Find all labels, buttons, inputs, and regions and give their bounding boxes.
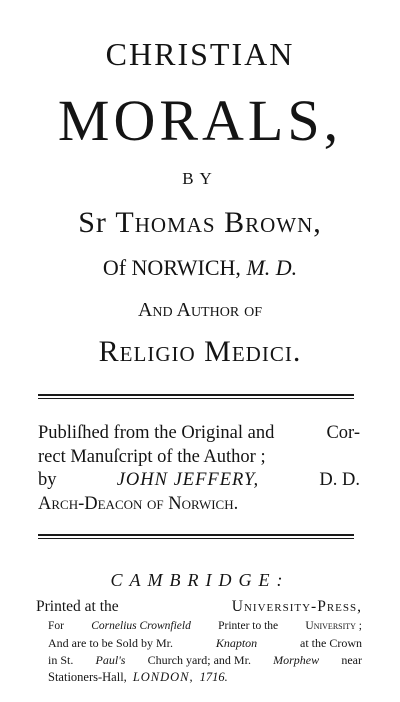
other-work-line: Religio Medici. bbox=[98, 335, 302, 368]
imprint-line-5: Stationers-Hall, LONDON, 1716. bbox=[48, 670, 228, 684]
note-line-2: rect Manuſcript of the Author ; bbox=[38, 446, 266, 467]
imprint-line-4: in St. Paul's Church yard; and Mr. Morphew near bbox=[48, 653, 362, 667]
editor-name: JOHN JEFFERY, bbox=[116, 470, 260, 490]
note-line-1: Publiſhed from the Original and Cor- bbox=[38, 423, 360, 443]
imprint-line-2: For Cornelius Crownfield Printer to the University ; bbox=[48, 619, 362, 632]
title-line-2: MORALS, bbox=[57, 88, 343, 153]
publication-note bbox=[38, 424, 360, 513]
note-line-3: by JOHN JEFFERY, D. D. bbox=[38, 470, 360, 490]
degree-text: M. D. bbox=[246, 255, 298, 280]
imprint-line-3: And are to be Sold by Mr. Knapton at the Crown bbox=[48, 636, 362, 650]
imprint-city: CAMBRIDGE: bbox=[110, 570, 290, 590]
imprint-block bbox=[36, 599, 362, 684]
place-text: Of NORWICH, bbox=[102, 255, 241, 280]
also-line: And Author of bbox=[137, 299, 263, 321]
divider-top bbox=[38, 394, 354, 399]
author-name: Thomas Brown, bbox=[115, 206, 322, 239]
divider-bottom bbox=[38, 534, 354, 539]
imprint-line-1: Printed at the University-Press, bbox=[36, 598, 362, 615]
author-line bbox=[0, 208, 400, 238]
title-line-1: CHRISTIAN bbox=[105, 36, 295, 72]
place-line bbox=[0, 257, 400, 279]
note-line-4: Arch-Deacon of Norwich. bbox=[38, 493, 239, 514]
by-line: BY bbox=[182, 169, 218, 188]
author-prefix: Sr bbox=[78, 206, 107, 239]
